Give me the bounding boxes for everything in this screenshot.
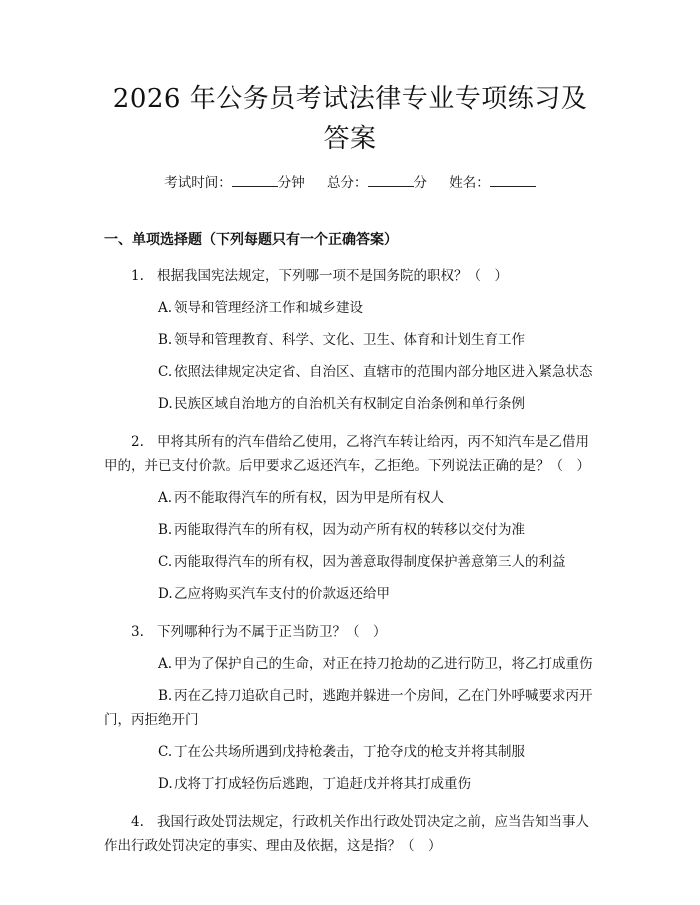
option-item[interactable] [104, 772, 596, 796]
option-item[interactable] [104, 486, 596, 510]
option-text: 依照法律规定决定省、自治区、直辖市的范围内部分地区进入紧急状态 [174, 364, 593, 380]
total-score-unit: 分 [413, 175, 427, 191]
total-score-label: 总分： [327, 175, 368, 191]
section-title: 一、单项选择题（下列每题只有一个正确答案） [104, 232, 398, 248]
option-text: 丙不能取得汽车的所有权，因为甲是所有权人 [174, 490, 444, 506]
option-item[interactable] [104, 360, 596, 384]
option-letter: C. [158, 744, 173, 760]
option-letter: D. [158, 396, 173, 412]
option-letter: A. [158, 300, 173, 316]
question-text: 我国行政处罚法规定，行政机关作出行政处罚决定之前，应当告知当事人作出行政处罚决定的事实、理由及依据，这是指？（ ） [104, 814, 589, 854]
option-item[interactable] [104, 652, 596, 676]
option-text: 丙在乙持刀追砍自己时，逃跑并躲进一个房间，乙在门外呼喊要求丙开门，丙拒绝开门 [104, 688, 593, 728]
option-text: 丁在公共场所遇到戊持枪袭击，丁抢夺戊的枪支并将其制服 [174, 744, 525, 760]
question-list [104, 264, 596, 858]
question-item [104, 264, 596, 416]
option-text: 丙能取得汽车的所有权，因为动产所有权的转移以交付为准 [174, 522, 525, 538]
option-item[interactable] [104, 550, 596, 574]
question-stem [104, 810, 596, 858]
question-stem [104, 264, 596, 288]
question-item [104, 810, 596, 858]
question-number: 4. [131, 814, 144, 830]
option-letter: B. [158, 332, 173, 348]
option-text: 丙能取得汽车的所有权，因为善意取得制度保护善意第三人的利益 [174, 554, 566, 570]
name-field [449, 172, 536, 193]
option-letter: B. [158, 522, 173, 538]
option-letter: A. [158, 656, 173, 672]
option-item[interactable] [104, 296, 596, 320]
option-text: 甲为了保护自己的生命，对正在持刀抢劫的乙进行防卫，将乙打成重伤 [174, 656, 593, 672]
option-text: 领导和管理经济工作和城乡建设 [174, 300, 363, 316]
name-label: 姓名： [449, 175, 490, 191]
question-text: 根据我国宪法规定，下列哪一项不是国务院的职权？（ ） [157, 268, 508, 284]
total-score-field [327, 172, 427, 193]
question-number: 3. [131, 624, 144, 640]
exam-time-field [164, 172, 305, 193]
question-number: 1. [131, 268, 144, 284]
exam-time-blank[interactable] [232, 172, 278, 187]
option-item[interactable] [104, 392, 596, 416]
option-item[interactable] [104, 582, 596, 606]
option-text: 民族区域自治地方的自治机关有权制定自治条例和单行条例 [174, 396, 525, 412]
option-text: 乙应将购买汽车支付的价款返还给甲 [174, 586, 390, 602]
option-letter: B. [158, 688, 173, 704]
exam-meta [104, 172, 596, 193]
option-letter: C. [158, 554, 173, 570]
option-item[interactable] [104, 740, 596, 764]
option-list [104, 296, 596, 416]
option-item[interactable] [104, 518, 596, 542]
option-text: 戊将丁打成轻伤后逃跑，丁追赶戊并将其打成重伤 [174, 776, 471, 792]
question-number: 2. [131, 434, 144, 450]
question-item [104, 620, 596, 796]
option-letter: C. [158, 364, 173, 380]
exam-time-label: 考试时间： [164, 175, 232, 191]
option-text: 领导和管理教育、科学、文化、卫生、体育和计划生育工作 [174, 332, 525, 348]
option-list [104, 486, 596, 606]
question-stem [104, 620, 596, 644]
option-item[interactable] [104, 328, 596, 352]
name-blank[interactable] [490, 172, 536, 187]
question-stem [104, 430, 596, 478]
option-list [104, 652, 596, 796]
document-title: 2026 年公务员考试法律专业专项练习及答案 [112, 84, 588, 154]
option-item[interactable] [104, 684, 596, 732]
total-score-blank[interactable] [368, 172, 414, 187]
question-text: 下列哪种行为不属于正当防卫？（ ） [157, 624, 387, 640]
exam-time-unit: 分钟 [277, 175, 305, 191]
option-letter: A. [158, 490, 173, 506]
question-item [104, 430, 596, 606]
option-letter: D. [158, 586, 173, 602]
question-text: 甲将其所有的汽车借给乙使用，乙将汽车转让给丙，丙不知汽车是乙借用甲的，并已支付价款。后甲要求乙返还汽车，乙拒绝。下列说法正确的是？（ ） [104, 434, 590, 474]
option-letter: D. [158, 776, 173, 792]
